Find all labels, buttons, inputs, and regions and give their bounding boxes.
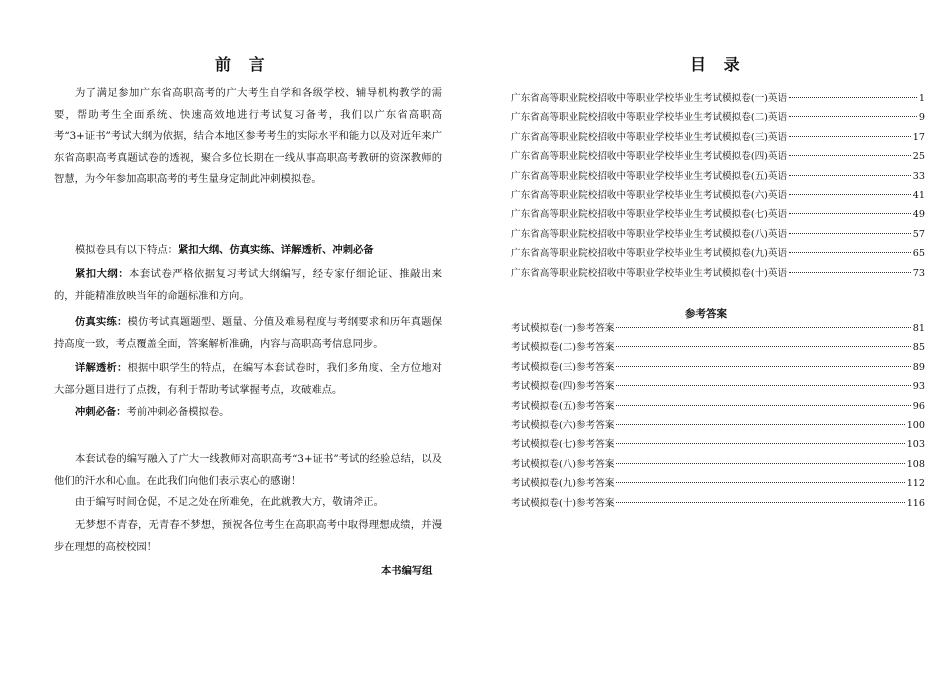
feature-analysis-text: 根据中职学生的特点，在编写本套试卷时，我们多角度、全方位地对大部分题目进行了点拨，有利于帮助考试掌握考点，攻破难点。	[54, 362, 443, 396]
answers-title: 参考答案	[685, 308, 727, 320]
preface-paragraph-apology: 由于编写时间仓促，不足之处在所难免，在此就教大方，敬请斧正。	[75, 496, 384, 508]
features-intro-line	[54, 240, 442, 262]
feature-simulation-text: 模仿考试真题题型、题量、分值及难易程度与考纲要求和历年真题保持高度一致，考点覆盖全面，答案解析准确，内容与高职高考信息同步。	[54, 316, 443, 350]
feature-outline	[54, 264, 442, 307]
toc-entry-answer-8[interactable]: 考试模拟卷(八)参考答案 108	[511, 458, 925, 470]
toc-entry-answer-1[interactable]: 考试模拟卷(一)参考答案 81	[511, 323, 925, 334]
preface-title: 前 言	[215, 55, 271, 74]
toc-entry-paper-3[interactable]: 广东省高等职业院校招收中等职业学校毕业生考试模拟卷(三)英语 17	[511, 131, 925, 143]
feature-sprint-label: 冲刺必备：	[75, 406, 127, 418]
feature-analysis-label: 详解透析：	[75, 362, 128, 374]
toc-entry-paper-4[interactable]: 广东省高等职业院校招收中等职业学校毕业生考试模拟卷(四)英语 25	[511, 151, 925, 163]
contents-title: 目 录	[690, 55, 746, 74]
feature-simulation	[54, 312, 442, 355]
preface-paragraph-wish: 无梦想不青春，无青春不梦想，预祝各位考生在高职高考中取得理想成绩，并漫步在理想的高校校园！	[54, 519, 442, 553]
toc-entry-answer-5[interactable]: 考试模拟卷(五)参考答案 96	[511, 400, 925, 412]
toc-entry-paper-7[interactable]: 广东省高等职业院校招收中等职业学校毕业生考试模拟卷(七)英语 49	[511, 209, 925, 221]
toc-entry-answer-3[interactable]: 考试模拟卷(三)参考答案 89	[511, 361, 925, 373]
toc-entry-paper-5[interactable]: 广东省高等职业院校招收中等职业学校毕业生考试模拟卷(五)英语 33	[511, 170, 925, 182]
toc-entry-paper-1[interactable]: 广东省高等职业院校招收中等职业学校毕业生考试模拟卷(一)英语 1	[511, 93, 925, 104]
papers-list	[511, 89, 925, 283]
feature-outline-text: 本套试卷严格依据复习考试大纲编写，经专家仔细论证、推敲出来的，并能精准放映当年的命题标准和方向。	[54, 268, 442, 302]
toc-entry-answer-10[interactable]: 考试模拟卷(十)参考答案 116	[511, 497, 925, 509]
toc-entry-answer-6[interactable]: 考试模拟卷(六)参考答案 100	[511, 419, 925, 431]
toc-entry-paper-6[interactable]: 广东省高等职业院校招收中等职业学校毕业生考试模拟卷(六)英语 41	[511, 189, 925, 201]
feature-sprint-text: 考前冲刺必备模拟卷。	[126, 406, 230, 418]
preface-paragraph-intro: 为了满足参加广东省高职高考的广大考生自学和各级学校、辅导机构教学的需要，帮助考生全面系统、快速高效地进行考试复习备考，我们以广东省高职高考“3+证书”考试大纲为依据，结合本地区参考考生的实际水平和能力以及对近年来广东省高职高考真题试卷的透视，聚合多位长期在一线从事高职高考教研的资深教师的智慧，为今年参加高职高考的考生量身定制此冲刺模拟卷。	[54, 87, 442, 185]
toc-entry-paper-8[interactable]: 广东省高等职业院校招收中等职业学校毕业生考试模拟卷(八)英语 57	[511, 228, 925, 240]
feature-simulation-label: 仿真实练：	[75, 316, 128, 328]
preface-paragraph-thanks: 本套试卷的编写融入了广大一线教师对高职高考“3+证书”考试的经验总结，以及他们的汗水和心血。在此我们向他们表示衷心的感谢！	[54, 453, 442, 487]
toc-entry-answer-2[interactable]: 考试模拟卷(二)参考答案 85	[511, 342, 925, 354]
answers-list	[511, 319, 925, 513]
signature: 本书编写组	[381, 565, 433, 577]
feature-sprint	[54, 402, 442, 424]
toc-entry-answer-9[interactable]: 考试模拟卷(九)参考答案 112	[511, 478, 925, 490]
contents-page	[475, 0, 950, 675]
toc-entry-paper-10[interactable]: 广东省高等职业院校招收中等职业学校毕业生考试模拟卷(十)英语 73	[511, 267, 925, 279]
toc-entry-answer-4[interactable]: 考试模拟卷(四)参考答案 93	[511, 381, 925, 393]
toc-entry-paper-9[interactable]: 广东省高等职业院校招收中等职业学校毕业生考试模拟卷(九)英语 65	[511, 248, 925, 260]
features-intro: 模拟卷具有以下特点：	[75, 244, 178, 256]
toc-entry-paper-2[interactable]: 广东省高等职业院校招收中等职业学校毕业生考试模拟卷(二)英语 9	[511, 112, 925, 124]
features-list: 紧扣大纲、仿真实练、详解透析、冲刺必备	[177, 244, 374, 256]
feature-outline-label: 紧扣大纲：	[75, 268, 130, 280]
toc-entry-answer-7[interactable]: 考试模拟卷(七)参考答案 103	[511, 439, 925, 451]
feature-analysis	[54, 358, 442, 401]
